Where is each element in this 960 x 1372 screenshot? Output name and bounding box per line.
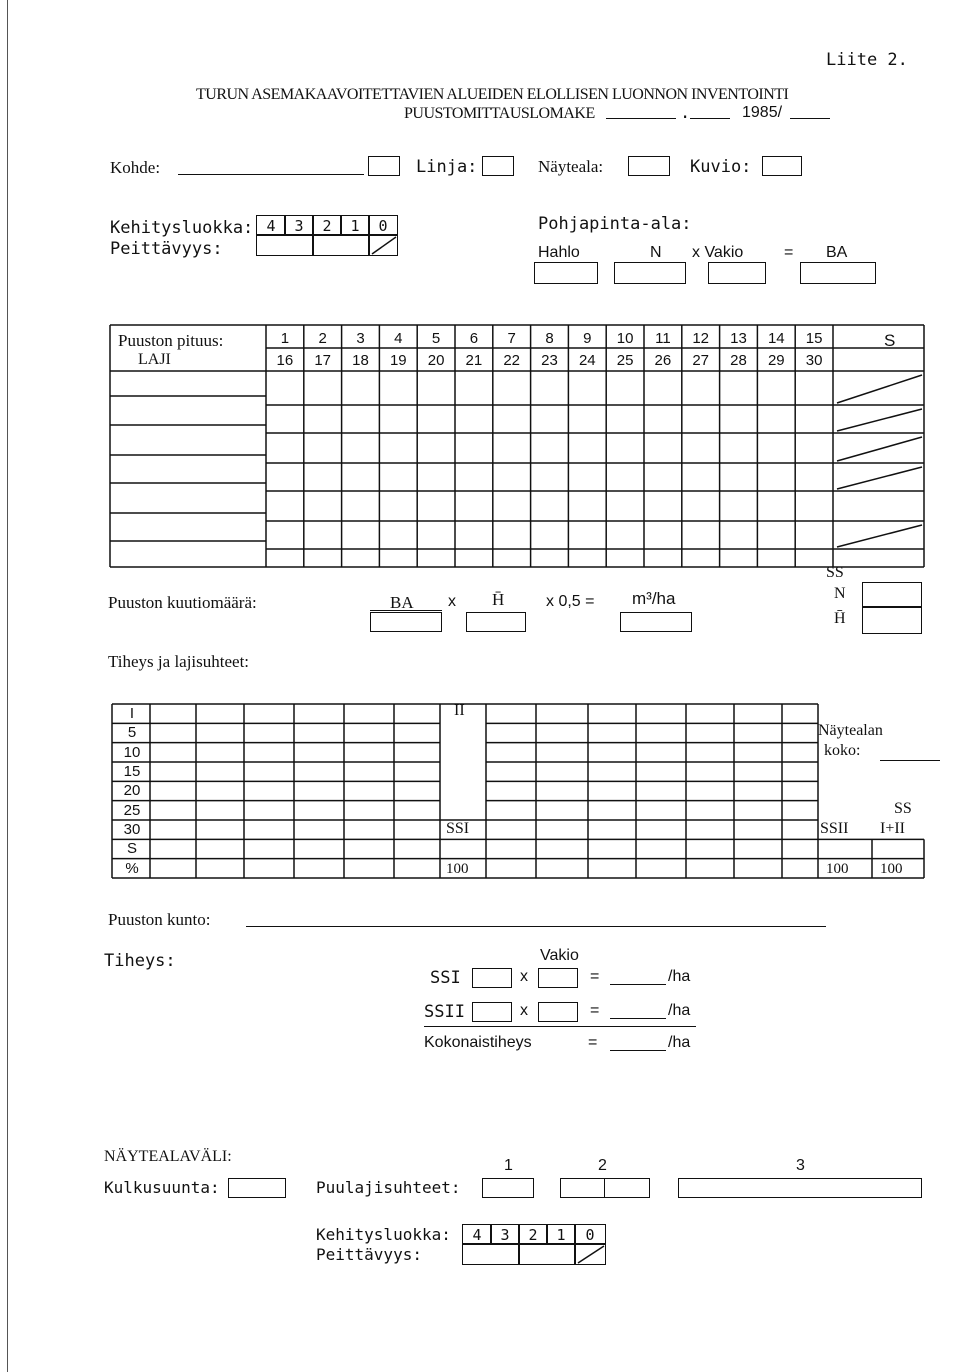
ssii-x: x bbox=[520, 1002, 528, 1019]
height-class-number: 15 bbox=[805, 330, 823, 347]
kunto-blank[interactable] bbox=[246, 926, 826, 927]
kuvio-label: Kuvio: bbox=[690, 157, 752, 177]
height-class-number: 20 bbox=[427, 352, 445, 369]
height-class-number: 25 bbox=[616, 352, 634, 369]
density-row-label: I bbox=[129, 705, 135, 722]
ssi-calc-label: SSI bbox=[430, 968, 461, 988]
height-class-number: 10 bbox=[616, 330, 634, 347]
pohjapinta-ala-label: Pohjapinta-ala: bbox=[538, 214, 692, 234]
height-class-number: 12 bbox=[692, 330, 710, 347]
sum-rule bbox=[424, 1026, 696, 1027]
species-box-2-divider bbox=[604, 1178, 605, 1198]
ssii-eq: = bbox=[590, 1002, 600, 1019]
kulkusuunta-label: Kulkusuunta: bbox=[104, 1178, 220, 1197]
kohde-label: Kohde: bbox=[110, 158, 161, 177]
height-class-number: 9 bbox=[583, 330, 592, 347]
species-box-1[interactable] bbox=[482, 1178, 534, 1198]
kuutiomaara-label: Puuston kuutiomäärä: bbox=[108, 593, 257, 612]
ii-label: II bbox=[454, 702, 465, 719]
interval-dev-cell[interactable]: 4 bbox=[462, 1224, 492, 1245]
tiheys-lajisuhteet-label: Tiheys ja lajisuhteet: bbox=[108, 652, 250, 671]
s-label: S bbox=[884, 331, 896, 350]
dev-class-cell[interactable]: 1 bbox=[340, 215, 370, 236]
puuston-pituus-label: Puuston pituus: bbox=[118, 331, 224, 350]
interval-cover-cell[interactable] bbox=[462, 1243, 520, 1265]
dev-class-cell[interactable]: 3 bbox=[284, 215, 314, 236]
ssi-count-box[interactable] bbox=[472, 968, 512, 988]
appendix-label: Liite 2. bbox=[826, 50, 908, 70]
i-ii-label: I+II bbox=[880, 820, 906, 837]
density-row-label: 20 bbox=[123, 782, 141, 800]
equals-label: = bbox=[784, 244, 794, 261]
puulajisuhteet-label: Puulajisuhteet: bbox=[316, 1178, 461, 1197]
h-right-label: H̄ bbox=[834, 610, 846, 627]
density-row-label: 30 bbox=[123, 821, 141, 838]
ssi-per-ha: /ha bbox=[668, 968, 691, 985]
interval-dev-cell[interactable]: 0 bbox=[574, 1224, 606, 1245]
interval-dev-cell[interactable]: 2 bbox=[518, 1224, 548, 1245]
ssii-calc-label: SSII bbox=[424, 1002, 465, 1022]
kokonaistiheys-label: Kokonaistiheys bbox=[424, 1034, 532, 1051]
height-class-number: 2 bbox=[318, 330, 327, 347]
date-dot: . bbox=[680, 103, 691, 123]
density-row-label: 15 bbox=[123, 763, 141, 780]
height-class-number: 23 bbox=[541, 352, 558, 369]
height-class-number: 19 bbox=[389, 352, 407, 369]
n-right-label: N bbox=[834, 585, 846, 602]
dev-class-cell[interactable]: 0 bbox=[368, 215, 398, 236]
density-row-label: 10 bbox=[123, 743, 141, 761]
height-class-number: 13 bbox=[730, 330, 747, 347]
ss-label: SS bbox=[826, 564, 844, 581]
laji-label: LAJI bbox=[138, 351, 171, 368]
interval-dev-cell[interactable]: 1 bbox=[546, 1224, 576, 1245]
height-class-number: 21 bbox=[465, 352, 483, 369]
vakio-label: x Vakio bbox=[692, 244, 744, 261]
koko-label: koko: bbox=[824, 742, 861, 759]
total-eq: = bbox=[588, 1034, 598, 1051]
height-class-number: 18 bbox=[352, 352, 369, 369]
linja-label: Linja: bbox=[416, 157, 478, 177]
height-class-number: 16 bbox=[276, 352, 294, 369]
ssii-result-blank[interactable] bbox=[610, 1018, 666, 1019]
height-class-number: 4 bbox=[394, 330, 403, 347]
height-class-number: 6 bbox=[469, 330, 479, 347]
volume-x05: x 0,5 = bbox=[546, 593, 595, 610]
interval-kehitysluokka-label: Kehitysluokka: bbox=[316, 1225, 451, 1244]
peittavyys-label: Peittävyys: bbox=[110, 239, 223, 259]
nayteala-label: Näyteala: bbox=[538, 157, 604, 176]
total-per-ha: /ha bbox=[668, 1034, 691, 1051]
ssii-count-box[interactable] bbox=[472, 1002, 512, 1022]
kulkusuunta-box[interactable] bbox=[228, 1178, 286, 1198]
dev-class-cell[interactable]: 4 bbox=[256, 215, 286, 236]
year-label: 1985/ bbox=[742, 104, 783, 121]
scan-edge bbox=[7, 0, 8, 1372]
interval-1: 1 bbox=[504, 1157, 513, 1174]
volume-unit: m³/ha bbox=[632, 589, 676, 608]
interval-dev-cell[interactable]: 3 bbox=[490, 1224, 520, 1245]
kunto-label: Puuston kunto: bbox=[108, 910, 211, 929]
ssii-per-ha: /ha bbox=[668, 1002, 691, 1019]
species-box-2[interactable] bbox=[560, 1178, 650, 1198]
form-subtitle: PUUSTOMITTAUSLOMAKE bbox=[404, 105, 595, 122]
form-title: TURUN ASEMAKAAVOITETTAVIEN ALUEIDEN ELOLLISEN LUONNON INVENTOINTI bbox=[196, 86, 789, 103]
total-result-blank[interactable] bbox=[610, 1050, 666, 1051]
tiheys-label: Tiheys: bbox=[104, 951, 176, 971]
height-class-number: 28 bbox=[730, 352, 747, 369]
density-ss-label: SS bbox=[894, 800, 912, 817]
height-class-number: 8 bbox=[545, 330, 554, 347]
vakio-label: Vakio bbox=[540, 947, 579, 964]
height-class-number: 22 bbox=[503, 352, 521, 369]
n-label: N bbox=[650, 244, 662, 261]
volume-x1: x bbox=[448, 593, 456, 610]
height-class-number: 24 bbox=[578, 352, 596, 369]
height-class-number: 3 bbox=[356, 330, 365, 347]
height-class-number: 30 bbox=[805, 352, 823, 369]
interval-2: 2 bbox=[598, 1157, 607, 1174]
height-class-number: 14 bbox=[767, 330, 785, 347]
volume-h: H̄ bbox=[492, 590, 505, 609]
ssi-eq: = bbox=[590, 968, 600, 985]
height-class-number: 7 bbox=[507, 330, 516, 347]
hundred-label: 100 bbox=[446, 861, 469, 877]
naytealavali-label: NÄYTEALAVÄLI: bbox=[104, 1148, 232, 1165]
height-class-number: 27 bbox=[692, 352, 710, 369]
hundred-a-label: 100 bbox=[826, 861, 849, 877]
interval-cover-cell[interactable] bbox=[518, 1243, 576, 1265]
ssi-vakio-box[interactable] bbox=[538, 968, 578, 988]
height-class-number: 29 bbox=[767, 352, 785, 369]
ssii-label: SSII bbox=[820, 820, 849, 837]
ssi-result-blank[interactable] bbox=[610, 984, 666, 985]
height-class-number: 26 bbox=[654, 352, 672, 369]
koko-blank[interactable] bbox=[880, 760, 940, 761]
hundred-b-label: 100 bbox=[880, 861, 903, 877]
ssi-label: SSI bbox=[446, 820, 470, 837]
density-row-label: 5 bbox=[127, 724, 137, 742]
naytealan-label: Näytealan bbox=[818, 722, 883, 739]
hahlo-label: Hahlo bbox=[538, 244, 580, 261]
species-box-3[interactable] bbox=[678, 1178, 922, 1198]
interval-slash-mark bbox=[574, 1243, 606, 1265]
volume-ba: BA bbox=[390, 593, 414, 612]
density-row-label: S bbox=[126, 840, 137, 858]
density-row-label: % bbox=[125, 859, 139, 877]
height-class-number: 1 bbox=[280, 330, 290, 347]
height-class-number: 11 bbox=[655, 330, 671, 347]
interval-3: 3 bbox=[796, 1157, 805, 1174]
height-class-number: 5 bbox=[431, 330, 441, 347]
kehitysluokka-label: Kehitysluokka: bbox=[110, 218, 254, 238]
height-class-number: 17 bbox=[314, 352, 332, 369]
density-row-label: 25 bbox=[123, 801, 141, 819]
ssi-x: x bbox=[520, 968, 528, 985]
ba-label: BA bbox=[826, 244, 848, 261]
ssii-vakio-box[interactable] bbox=[538, 1002, 578, 1022]
dev-class-cell[interactable]: 2 bbox=[312, 215, 342, 236]
interval-peittavyys-label: Peittävyys: bbox=[316, 1245, 422, 1264]
